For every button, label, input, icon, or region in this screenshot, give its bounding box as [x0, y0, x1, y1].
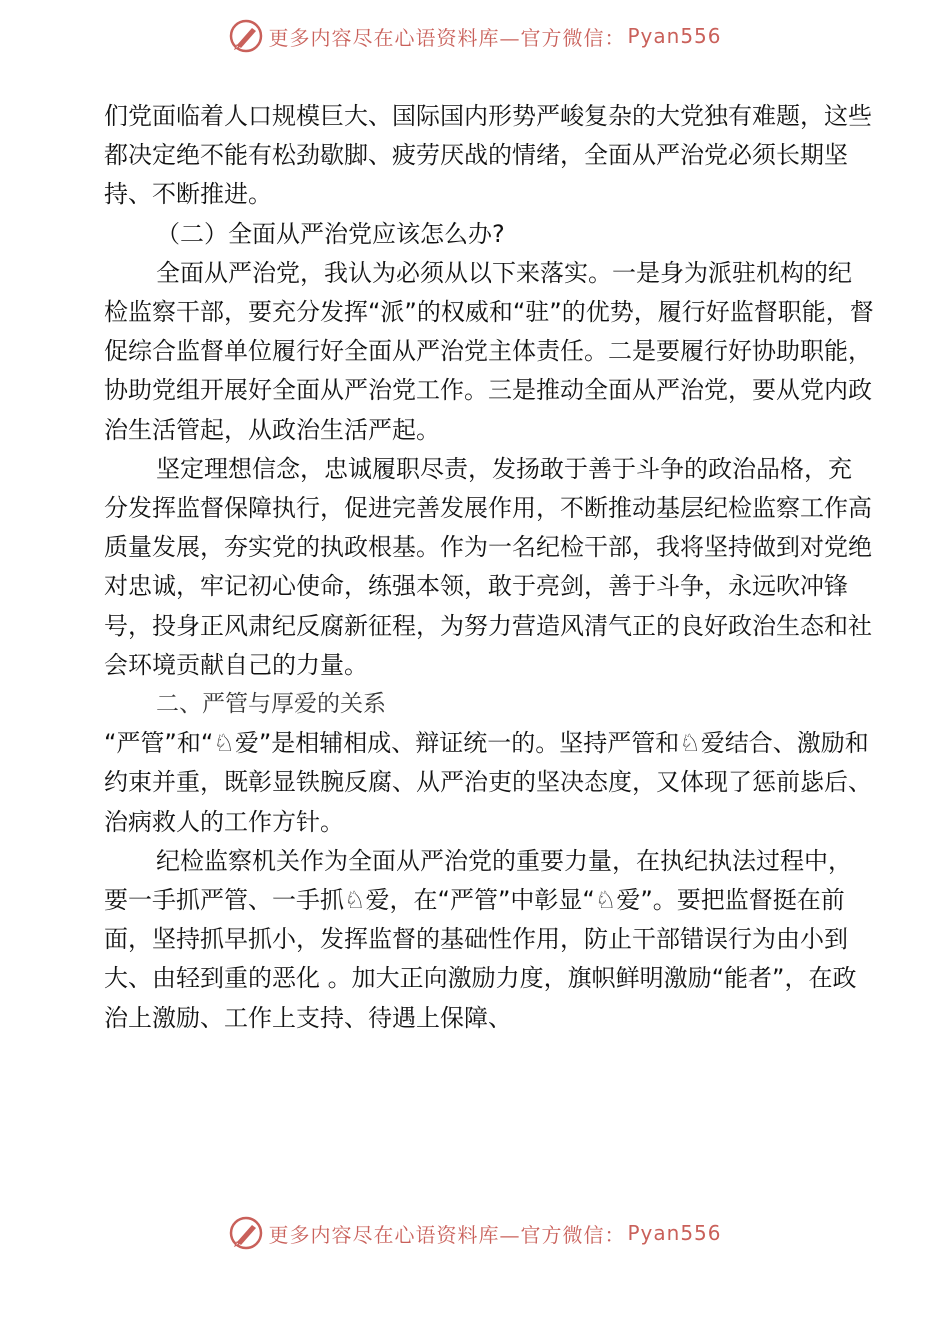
watermark-wechat-id: Pyan556 — [627, 1221, 722, 1245]
pen-logo-icon — [228, 1215, 264, 1251]
paragraph: 坚定理想信念，忠诚履职尽责，发扬敢于善于斗争的政治品格，充分发挥监督保障执行，促进完善发展作用，不断推动基层纪检监察工作高质量发展，夯实党的执政根基。作为一名纪检干部，我将坚持做到对党绝对忠诚，牢记初心使命，练强本领，敢于亮剑，善于斗争，永远吹冲锋号，投身正风肃纪反腐新征程，为努力营造风清气正的良好政治生态和社会环境贡献自己的力量。 — [104, 454, 872, 679]
paragraph: 纪检监察机关作为全面从严治党的重要力量，在执纪执法过程中，要一手抓严管、一手抓♘爱，在“严管”中彰显“♘爱”。要把监督挺在前面，坚持抓早抓小，发挥监督的基础性作用，防止干部错误行为由小到大、由轻到重的恶化 。加大正向激励力度，旗帜鲜明激励“能者”，在政治上激励、工作上支持、待遇上保障、 — [104, 846, 857, 1032]
pen-logo-icon — [228, 18, 264, 54]
watermark-text: 更多内容尽在心语资料库—官方微信： — [268, 25, 626, 50]
document-body — [104, 97, 874, 1038]
watermark-wechat-id: Pyan556 — [627, 24, 722, 48]
paragraph-continuation: 们党面临着人口规模巨大、国际国内形势严峻复杂的大党独有难题，这些都决定绝不能有松劲歇脚、疲劳厌战的情绪，全面从严治党必须长期坚持、不断推进。 — [104, 102, 872, 209]
footer-watermark — [0, 1213, 950, 1253]
section-subheading: （二）全面从严治党应该怎么办? — [156, 219, 505, 248]
paragraph: 全面从严治党，我认为必须从以下来落实。一是身为派驻机构的纪检监察干部，要充分发挥“派”的权威和“驻”的优势，履行好监督职能，督促综合监督单位履行好全面从严治党主体责任。二是要履行好协助职能，协助党组开展好全面从严治党工作。三是推动全面从严治党，要从党内政治生活管起，从政治生活严起。 — [104, 258, 874, 444]
header-watermark — [0, 16, 950, 56]
watermark-text: 更多内容尽在心语资料库—官方微信： — [268, 1222, 626, 1247]
section-heading: 二、严管与厚爱的关系 — [156, 691, 386, 718]
paragraph: “严管”和“♘爱”是相辅相成、辩证统一的。坚持严管和♘爱结合、激励和约束并重，既彰显铁腕反腐、从严治吏的坚决态度，又体现了惩前毖后、治病救人的工作方针。 — [104, 729, 872, 836]
